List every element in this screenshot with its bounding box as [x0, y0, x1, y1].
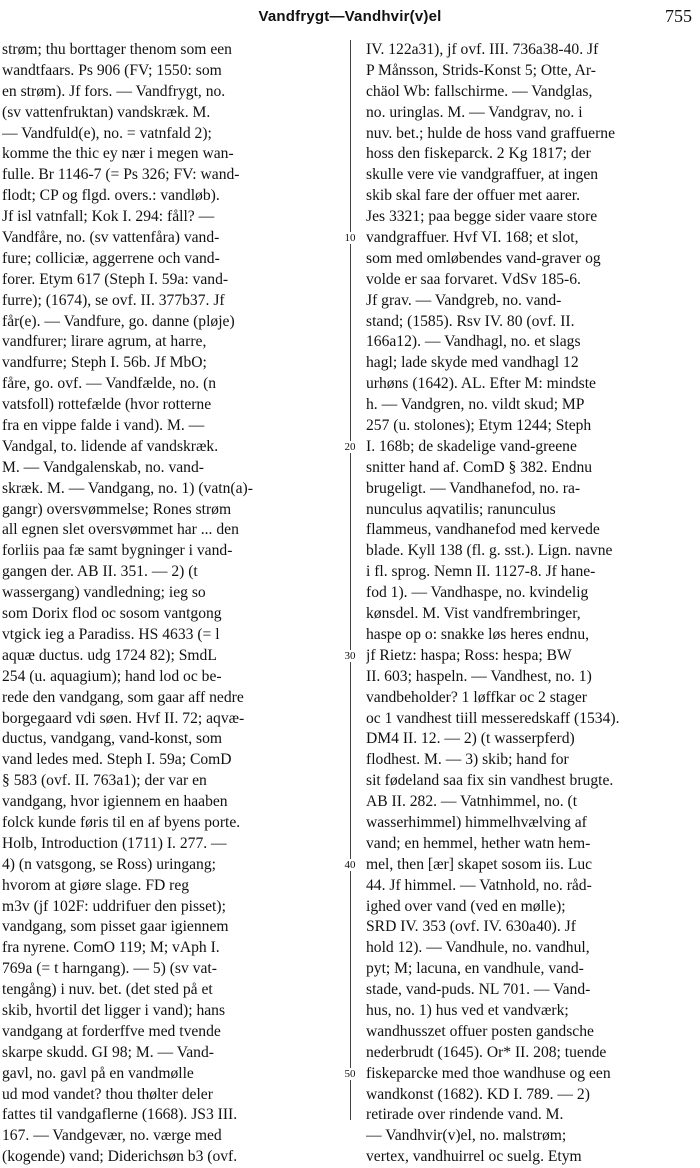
text-line: pyt; M; lacuna, en vandhule, vand- — [366, 960, 584, 978]
text-line: nederbrudt (1645). Or* II. 208; tuende — [366, 1043, 607, 1061]
text-line: strøm; thu borttager thenom som een — [2, 41, 232, 58]
text-line: kønsdel. M. Vist vandfrembringer, — [366, 605, 581, 623]
text-line: stand; (1585). Rsv IV. 80 (ovf. II. — [366, 312, 575, 330]
text-line: wandkonst (1682). KD I. 789. — 2) — [366, 1085, 590, 1103]
text-line: 4) (n vatsgong, se Ross) uringang; — [2, 855, 216, 873]
text-line: folck kunde føris til en af byens porte. — [2, 813, 241, 831]
text-line: fod 1). — Vandhaspe, no. kvindelig — [366, 584, 589, 602]
text-line: h. — Vandgren, no. vildt skud; MP — [366, 396, 585, 414]
text-line: wasserhimmel) himmelhvælving af — [366, 813, 587, 831]
text-line: P Månsson, Strids-Konst 5; Otte, Ar- — [366, 61, 596, 79]
text-line: fåre, go. ovf. — Vandfælde, no. (n — [2, 375, 217, 393]
text-line: I. 168b; de skadelige vand-greene — [366, 437, 577, 455]
text-line: II. 603; haspeln. — Vandhest, no. 1) — [366, 667, 592, 685]
text-line: all egnen slet oversvømmet har ... den — [2, 521, 239, 539]
text-line: mel, then [ær] skapet sosom iis. Luc — [366, 855, 593, 873]
text-line: vandfurer; lirare agrum, at harre, — [2, 333, 207, 351]
text-line: 254 (u. aquagium); hand lod oc be- — [2, 667, 222, 685]
text-line: retirade over rindende vand. M. — [366, 1106, 564, 1124]
left-column — [2, 40, 334, 1168]
text-line: komme the thic ey nær i megen wan- — [2, 145, 234, 163]
text-line: Vandgal, to. lidende af vandskræk. — [2, 437, 219, 455]
text-line: urhøns (1642). AL. Efter M: mindste — [366, 375, 596, 393]
text-line: haspe op o: snakke løs heres endnu, — [366, 625, 590, 643]
text-line: fra nyrene. ComO 119; M; vAph I. — [2, 939, 220, 957]
text-line: wassergang) vandledning; ieg so — [2, 584, 206, 602]
text-line: brugeligt. — Vandhanefod, no. ra- — [366, 479, 581, 497]
text-line: tengång) i nuv. bet. (det sted på et — [2, 981, 213, 999]
text-line: gangr) oversvømmelse; Rones strøm — [2, 500, 232, 518]
text-line: som med omløbendes vand-graver og — [366, 249, 601, 267]
text-line: i fl. sprog. Nemn II. 1127-8. Jf hane- — [366, 563, 596, 581]
text-line: 769a (= t harngang). — 5) (sv vat- — [2, 960, 217, 978]
text-line: rede den vandgang, som gaar aff nedre — [2, 688, 244, 706]
text-line: SRD IV. 353 (ovf. IV. 630a40). Jf — [366, 918, 576, 936]
text-line: Jf isl vatnfall; Kok I. 294: fåll? — — [2, 208, 215, 226]
text-line: skræk. M. — Vandgang, no. 1) (vatn(a)- — [2, 479, 253, 497]
text-line: — Vandfuld(e), no. = vatnfald 2); — [2, 124, 212, 142]
text-line: vandfurre; Steph I. 56b. Jf MbO; — [2, 354, 207, 372]
text-line: Holb, Introduction (1711) I. 277. — — [2, 834, 227, 852]
page-number: 755 — [665, 6, 692, 26]
text-line: som Dorix flod oc sosom vantgong — [2, 605, 222, 623]
text-line: aquæ ductus. udg 1724 82); SmdL — [2, 646, 217, 664]
text-line: IV. 122a31), jf ovf. III. 736a38-40. Jf — [366, 41, 599, 58]
text-line: flodt; CP og flgd. overs.: vandløb). — [2, 187, 220, 205]
text-line: 257 (u. stolones); Etym 1244; Steph — [366, 417, 592, 435]
text-line: flodhest. M. — 3) skib; hand for — [366, 751, 569, 769]
text-line: vtgick ieg a Paradiss. HS 4633 (= l — [2, 625, 220, 643]
text-line: no. uringlas. M. — Vandgrav, no. i — [366, 103, 583, 121]
text-line: fiskeparcke med thoe wandhuse og een — [366, 1064, 611, 1082]
line-number: 10 — [338, 232, 362, 244]
text-line: fure; colliciæ, aggerrene och vand- — [2, 249, 220, 267]
text-line: borgegaard vdi søen. Hvf II. 72; aqvæ- — [2, 709, 245, 727]
line-number: 20 — [338, 441, 362, 453]
text-line: vandgraffuer. Hvf VI. 168; et slot, — [366, 229, 579, 247]
text-line: forliis paa fæ samt bygninger i vand- — [2, 542, 233, 560]
text-line: AB II. 282. — Vatnhimmel, no. (t — [366, 793, 578, 811]
line-number: 30 — [338, 650, 362, 662]
text-line: vatsfoll) rottefælde (hvor rotterne — [2, 396, 212, 414]
text-line: 44. Jf himmel. — Vatnhold, no. råd- — [366, 876, 592, 894]
text-line: 166a12). — Vandhagl, no. et slags — [366, 333, 581, 351]
text-line: hagl; lade skyde med vandhagl 12 — [366, 354, 579, 372]
text-line: M. — Vandgalenskab, no. vand- — [2, 458, 204, 476]
text-line: hus, no. 1) hus ved et vandværk; — [366, 1001, 569, 1019]
text-line: chäol Wb: fallschirme. — Vandglas, — [366, 82, 593, 100]
text-line: sit fødeland saa fix sin vandhest brugte. — [366, 772, 614, 790]
text-line: volde er saa forvaret. VdSv 185-6. — [366, 270, 581, 288]
text-line: vertex, vandhuirrel oc suelg. Etym — [366, 1148, 582, 1166]
text-line: skib, hvortil det ligger i vand); hans — [2, 1001, 226, 1019]
text-line: gavl, no. gavl på en vandmølle — [2, 1064, 194, 1082]
text-line: skarpe skudd. GI 98; M. — Vand- — [2, 1043, 214, 1061]
text-line: Jf grav. — Vandgreb, no. vand- — [366, 291, 562, 309]
text-line: skulle vere vie vandgraffuer, at ingen — [366, 166, 599, 184]
text-line: Vandfåre, no. (sv vattenfåra) vand- — [2, 229, 220, 247]
text-line: 167. — Vandgevær, no. værge med — [2, 1127, 222, 1145]
text-line: en strøm). Jf fors. — Vandfrygt, no. — [2, 82, 226, 100]
line-number: 50 — [338, 1068, 362, 1080]
text-line: flammeus, vandhanefod med kervede — [366, 521, 600, 539]
text-line: blade. Kyll 138 (fl. g. sst.). Lign. navne — [366, 542, 613, 560]
text-line: får(e). — Vandfure, go. danne (pløje) — [2, 312, 235, 330]
column-divider — [350, 40, 351, 1120]
text-line: nunculus aqvatilis; ranunculus — [366, 500, 556, 518]
text-line: stade, vand-puds. NL 701. — Vand- — [366, 981, 591, 999]
running-head: Vandfrygt—Vandhvir(v)el — [258, 8, 442, 25]
text-line: DM4 II. 12. — 2) (t wasserpferd) — [366, 730, 575, 748]
text-line: ductus, vandgang, vand-konst, som — [2, 730, 223, 748]
text-line: § 583 (ovf. II. 763a1); der var en — [2, 772, 207, 790]
text-line: ighed over vand (ved en mølle); — [366, 897, 566, 915]
text-line: fra en vippe falde i vand). M. — — [2, 417, 205, 435]
text-line: ud mod vandet? thou thølter deler — [2, 1085, 213, 1103]
text-line: fulle. Br 1146-7 (= Ps 326; FV: wand- — [2, 166, 240, 184]
text-line: Jes 3321; paa begge sider vaare store — [366, 208, 598, 226]
text-line: vand ledes med. Steph I. 59a; ComD — [2, 751, 232, 769]
text-line: vandgang, hvor igiennem en haaben — [2, 793, 228, 811]
text-line: skib skal fare der offuer met aarer. — [366, 187, 581, 205]
text-line: hold 12). — Vandhule, no. vandhul, — [366, 939, 590, 957]
text-line: gangen der. AB II. 351. — 2) (t — [2, 563, 198, 581]
text-line: fattes til vandgaflerne (1668). JS3 III. — [2, 1106, 238, 1124]
page-header — [0, 6, 700, 30]
text-line: jf Rietz: haspa; Ross: hespa; BW — [366, 646, 572, 664]
text-line: snitter hand af. ComD § 382. Endnu — [366, 458, 593, 476]
text-line: (sv vattenfruktan) vandskræk. M. — [2, 103, 211, 121]
text-line: (kogende) vand; Diderichsøn b3 (ovf. — [2, 1148, 238, 1166]
text-line: oc 1 vandhest tiill messeredskaff (1534). — [366, 709, 620, 727]
right-column — [366, 40, 698, 1168]
text-line: wandhusszet offuer posten gandsche — [366, 1022, 594, 1040]
text-line: — Vandhvir(v)el, no. malstrøm; — [366, 1127, 567, 1145]
text-line: hvorom at giøre slage. FD reg — [2, 876, 190, 894]
text-line: vandgang at forderffve med tvende — [2, 1022, 221, 1040]
text-line: furre); (1674), se ovf. II. 377b37. Jf — [2, 291, 225, 309]
text-line: forer. Etym 617 (Steph I. 59a: vand- — [2, 270, 229, 288]
text-line: vandbeholder? 1 løffkar oc 2 stager — [366, 688, 587, 706]
text-line: hoss den fiskeparck. 2 Kg 1817; der — [366, 145, 591, 163]
text-line: m3v (jf 102F: uddrifuer den pisset); — [2, 897, 226, 915]
line-number: 40 — [338, 859, 362, 871]
text-line: vandgang, som pisset gaar igiennem — [2, 918, 229, 936]
text-line: nuv. bet.; hulde de hoss vand graffuerne — [366, 124, 615, 142]
text-line: vand; en hemmel, hether watn hem- — [366, 834, 591, 852]
text-line: wandtfaars. Ps 906 (FV; 1550: som — [2, 61, 222, 79]
